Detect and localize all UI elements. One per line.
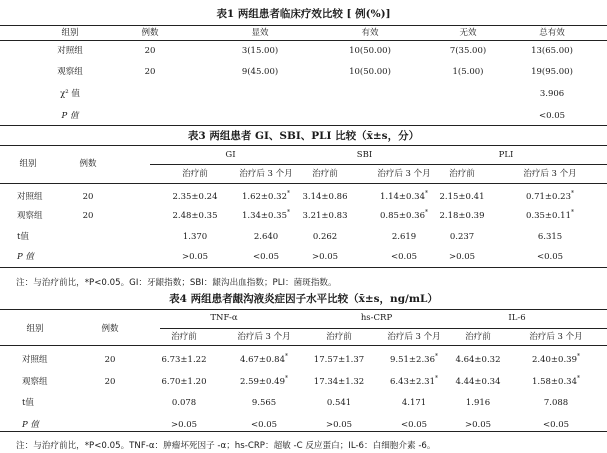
table1-cell-1-5: 19(95.00) [531,67,573,77]
table1-top-rule [0,25,607,26]
table4-cell-2-2: 0.541 [326,398,352,408]
table4-cell-1-3: 6.43±2.31* [390,375,438,387]
table4-sub-after-0: 治疗后 3 个月 [237,332,291,342]
table4-cell-3-0: >0.05 [170,420,198,430]
table4-sub-after-2: 治疗后 3 个月 [529,332,583,342]
significance-mark: * [576,353,580,361]
table4-cell-3-5: <0.05 [542,420,570,430]
table3-cell-3-1: <0.05 [252,252,280,262]
table4-cell-1-0: 6.70±1.20 [161,377,207,387]
significance-mark: * [576,375,580,383]
table1-p-label: P 值 [61,111,79,121]
table1-header-1: 例数 [141,28,159,38]
table1-cell-0-3: 10(50.00) [349,46,391,56]
table4-cell-0-0: 6.73±1.22 [161,355,207,365]
table4-group-label: 组别 [26,324,44,334]
table4-header-rule [0,345,607,346]
table4-sub-before-1: 治疗前 [326,332,352,342]
table4-cell-0-3: 9.51±2.36* [390,353,438,365]
table1-header-0: 组别 [61,28,79,38]
table3-cell-3-0: >0.05 [181,252,209,262]
table3-cell-0-5: 0.71±0.23* [526,190,574,202]
table4-cell-0-2: 17.57±1.37 [313,355,365,365]
table4-cell-3-4: >0.05 [464,420,492,430]
table1-header-2: 显效 [251,28,269,38]
table1-cell-1-3: 10(50.00) [349,67,391,77]
table1-header-4: 无效 [459,28,477,38]
table4-title: 表4 两组患者龈沟液炎症因子水平比较（x̄±s，ng/mL） [169,293,438,305]
table3-top-rule [0,145,607,146]
table4-row-label-2: t值 [22,398,34,408]
table1-cell-1-4: 1(5.00) [452,67,484,77]
table3-row-n-1: 20 [82,211,94,221]
table3-sub-after-1: 治疗后 3 个月 [377,169,431,179]
table3-cell-1-3: 0.85±0.36* [380,209,428,221]
table3-sub-before-0: 治疗前 [182,169,208,179]
table3-group-1: SBI [356,150,373,160]
table3-sub-after-2: 治疗后 3 个月 [523,169,577,179]
table3-row-label-3: P 值 [17,252,34,262]
significance-mark: * [284,353,288,361]
table1-cell-1-2: 9(45.00) [241,67,279,77]
table3-cell-0-0: 2.35±0.24 [172,192,218,202]
table1-header-5: 总有效 [539,28,565,38]
table1-cell-0-5: 13(65.00) [531,46,573,56]
significance-mark: * [570,209,574,217]
table3-cell-2-1: 2.640 [253,232,279,242]
table1-cell-1-1: 20 [144,67,156,77]
significance-mark: * [424,209,428,217]
table1-title: 表1 两组患者临床疗效比较 [ 例(%)] [216,8,391,20]
table1-cell-1-0: 观察组 [57,67,83,77]
table4-row-label-1: 观察组 [22,377,48,387]
table1-bottom-rule [0,125,607,126]
table3-cell-2-2: 0.262 [312,232,338,242]
table3-header-rule [0,183,607,184]
table3-cell-3-4: >0.05 [448,252,476,262]
table4-group-0: TNF-α [210,313,238,323]
table3-cell-3-5: <0.05 [536,252,564,262]
table3-cell-1-0: 2.48±0.35 [172,211,218,221]
table1-cell-0-1: 20 [144,46,156,56]
table3-group-0: GI [225,150,236,160]
table3-title: 表3 两组患者 GI、SBI、PLI 比较（x̄±s，分） [187,130,420,142]
table3-cell-1-5: 0.35±0.11* [526,209,574,221]
table1-cell-0-4: 7(35.00) [449,46,487,56]
table1-header-3: 有效 [361,28,379,38]
significance-mark: * [286,209,290,217]
table4-cell-1-5: 1.58±0.34* [532,375,580,387]
table3-row-n-0: 20 [82,192,94,202]
table4-group-2: IL-6 [508,313,526,323]
table4-cell-0-1: 4.67±0.84* [240,353,288,365]
table4-sub-before-2: 治疗前 [465,332,491,342]
table1-cell-0-0: 对照组 [57,46,83,56]
table4-cell-2-1: 9.565 [251,398,277,408]
table3-sub-after-0: 治疗后 3 个月 [239,169,293,179]
significance-mark: * [286,190,290,198]
table4-sub-before-0: 治疗前 [171,332,197,342]
table4-row-n-1: 20 [104,377,116,387]
table4-n-label: 例数 [101,324,119,334]
significance-mark: * [434,375,438,383]
table1-header-rule [0,40,607,41]
table4-cell-2-0: 0.078 [171,398,197,408]
table4-cell-2-3: 4.171 [401,398,427,408]
table4-top-rule [0,309,607,310]
table4-cell-1-2: 17.34±1.32 [313,377,365,387]
table4-cell-1-1: 2.59±0.49* [240,375,288,387]
table3-group-2: PLI [498,150,514,160]
table4-cell-0-4: 4.64±0.32 [455,355,501,365]
table4-note: 注：与治疗前比，*P<0.05。TNF-α：肿瘤坏死因子 -α；hs-CRP：超敏 -C 反应蛋白；IL-6：白细胞介素 -6。 [16,441,436,451]
table3-group-label: 组别 [19,159,37,169]
table4-cell-1-4: 4.44±0.34 [455,377,501,387]
table3-cell-2-4: 0.237 [449,232,475,242]
table4-cell-0-5: 2.40±0.39* [532,353,580,365]
table4-cell-3-2: >0.05 [325,420,353,430]
table4-cell-2-5: 7.088 [543,398,569,408]
table4-row-label-3: P 值 [22,420,39,430]
table3-cell-0-1: 1.62±0.32* [242,190,290,202]
table3-cell-2-3: 2.619 [391,232,417,242]
table4-row-label-0: 对照组 [22,355,48,365]
table4-cell-2-4: 1.916 [465,398,491,408]
table3-cell-2-5: 6.315 [537,232,563,242]
table3-group-rule [150,164,607,165]
table3-cell-1-1: 1.34±0.35* [242,209,290,221]
table3-cell-1-2: 3.21±0.83 [302,211,348,221]
table1-cell-0-2: 3(15.00) [241,46,279,56]
table1-p-value: <0.05 [538,111,566,121]
table3-sub-before-1: 治疗前 [312,169,338,179]
table1-chi-value: 3.906 [539,89,565,99]
table4-cell-3-1: <0.05 [250,420,278,430]
significance-mark: * [434,353,438,361]
table3-cell-1-4: 2.18±0.39 [439,211,485,221]
table1-chi-label: χ² 值 [60,89,80,99]
table4-bottom-rule [0,431,607,432]
significance-mark: * [284,375,288,383]
table3-n-label: 例数 [79,159,97,169]
table4-cell-3-3: <0.05 [400,420,428,430]
table4-group-rule [160,328,607,329]
significance-mark: * [424,190,428,198]
table3-note: 注：与治疗前比，*P<0.05。GI：牙龈指数；SBI：龈沟出血指数；PLI：菌斑指数。 [16,278,337,288]
table3-sub-before-2: 治疗前 [449,169,475,179]
table3-cell-0-4: 2.15±0.41 [439,192,485,202]
table4-sub-after-1: 治疗后 3 个月 [387,332,441,342]
table3-row-label-2: t值 [17,232,29,242]
table3-cell-0-3: 1.14±0.34* [380,190,428,202]
table3-bottom-rule [0,267,607,268]
table4-group-1: hs-CRP [360,313,393,323]
table4-row-n-0: 20 [104,355,116,365]
table3-row-label-0: 对照组 [17,192,43,202]
table3-cell-2-0: 1.370 [182,232,208,242]
table3-cell-0-2: 3.14±0.86 [302,192,348,202]
table3-cell-3-2: >0.05 [311,252,339,262]
significance-mark: * [570,190,574,198]
table3-row-label-1: 观察组 [17,211,43,221]
table3-cell-3-3: <0.05 [390,252,418,262]
